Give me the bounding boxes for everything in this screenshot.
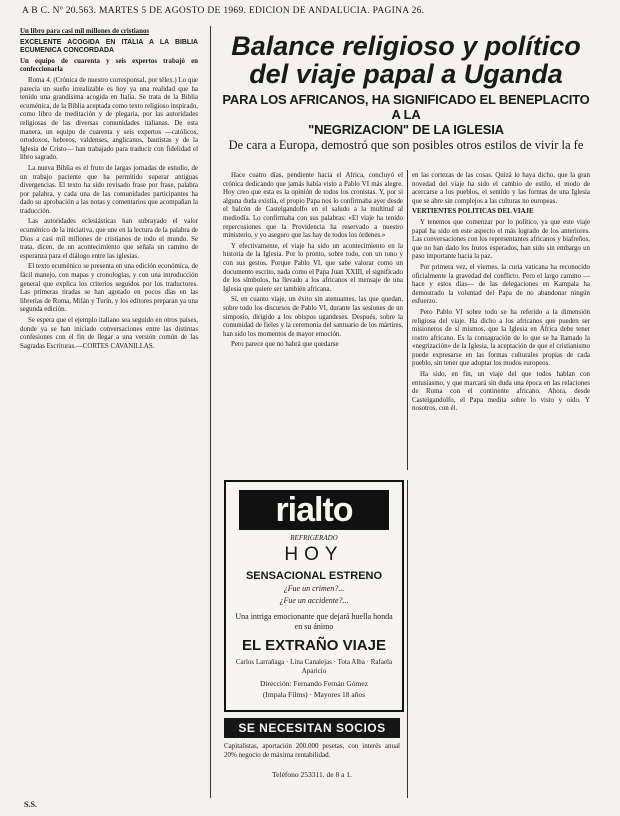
main-subheadline-line1: PARA LOS AFRICANOS, HA SIGNIFICADO EL BENEPLACITO A LA	[222, 92, 590, 122]
main-headline	[222, 32, 590, 88]
socios-telephone: Teléfono 253311. de 8 a 1.	[272, 770, 352, 779]
rialto-logo: rialto	[239, 490, 389, 530]
ad-tagline-1: ¿Fue un crimen?...	[283, 584, 345, 593]
main-article-paragraph: Ha sido, en fin, un viaje del que todos hablan con entusiasmo, y que marcará sin duda una época en las relaciones de Roma con el continente africano. Ahora, desde Castelgandolfo, el Papa medita sobre lo visto y oído. Y nosotros, con él.	[412, 371, 590, 413]
ad-estreno: SENSACIONAL ESTRENO	[245, 570, 383, 582]
socios-text: Capitalistas, aportación 200.000 pesetas, con interés anual 20% negocio de máxima rentabilidad.	[224, 742, 400, 759]
ad-director: Dirección: Fernando Fernán Gómez	[259, 679, 369, 688]
ad-distributor: (Impala Films) · Mayores 18 años	[262, 690, 366, 699]
ad-tagline-2: ¿Fue un accidente?...	[279, 596, 349, 605]
left-article-paragraph: El texto ecuménico se presenta en una edición económica, de fácil manejo, con mapas y cronologías, y con una introducción general que explica los criterios seguidos por los traductores. Las primeras tiradas se han agotado en pocos días en las librerías de Roma, Milán y Turín, y los editores preparan ya una segunda edición.	[20, 263, 198, 314]
main-lede: De cara a Europa, demostró que son posibles otros estilos de vivir la fe	[228, 138, 584, 152]
left-article-paragraph: Se espera que el ejemplo italiano sea seguido en otros países, donde ya se han iniciado conversaciones entre las distintas confesiones con el fin de llegar a una versión común de las Sagradas Escrituras.—CORTES CAVANILLAS.	[20, 317, 198, 350]
left-article-subhead: Un equipo de cuarenta y seis expertos trabajó en confeccionarla	[20, 57, 198, 74]
main-article-mid-column	[223, 172, 403, 472]
main-headline-line1: Balance religioso y político	[231, 31, 581, 61]
left-article-paragraph: Roma 4. (Crónica de nuestro corresponsal, por télex.) Lo que parecía un sueño irrealizable es hoy ya una realidad que ha tenido una grandísima acogida en Italia. Se trata de la Biblia ecuménica, de la Biblia aceptada como texto religioso inspirado, como libro de meditación y de plegaria, por las autoridades religiosas de las diversas comunidades italianas. De esta manera, un equipo de cuarenta y seis expertos —católicos, ortodoxos, hebreos, valdenses, anglicanos, bautistas y de la Iglesia de Cristo— han trabajado para traducir con fidelidad el libro sagrado.	[20, 76, 198, 162]
left-article-headline: EXCELENTE ACOGIDA EN ITALIA A LA BIBLIA ECUMENICA CONCORDADA	[20, 38, 198, 55]
left-article-paragraph: La nueva Biblia es el fruto de largas jornadas de estudio, de un trabajo paciente que ha permitido superar antiguas divergencias. El texto ha sido revisado frase por frase, palabra por palabra, y cada una de las comunidades participantes ha dado su aprobación a las notas y comentarios que acompañan la traducción.	[20, 164, 198, 215]
left-article-kicker: Un libro para casi mil millones de cristianos	[20, 28, 150, 35]
ad-cast: Carlos Larrañaga · Lina Canalejas · Tota Alba · Rafaela Aparicio	[235, 658, 393, 675]
section-heading: VERTIENTES POLITICAS DEL VIAJE	[412, 208, 534, 216]
main-subheadline	[222, 92, 590, 137]
left-article-paragraph: Las autoridades eclesiásticas han subrayado el valor ecuménico de la iniciativa, que une en la lectura de la palabra de Dios a casi mil millones de cristianos de todo el mundo. Se trata, dicen, de un acontecimiento que señala un camino de esperanza para el diálogo entre las iglesias.	[20, 218, 198, 260]
ad-hoy: HOY	[284, 544, 344, 565]
main-headline-line2: del viaje papal a Uganda	[249, 59, 563, 89]
main-subheadline-line2: "NEGRIZACION" DE LA IGLESIA	[308, 122, 504, 137]
column-rule-left	[210, 26, 211, 798]
main-article-paragraph: Y efectivamente, el viaje ha sido un acontecimiento en la historia de la Iglesia. Por lo pronto, sobre todo, con un tono y con sus gestos. Porque Pablo VI, que sabe valorar como un documento escrito, nada como el Papa Juan XXIII, el significado de los símbolos, ha llevado a los africanos el mensaje de una Iglesia que quiere ser también africana.	[223, 242, 403, 293]
main-article-paragraph: Sí, en cuanto viaje, un éxito sin atenuantes, las que quedan, sobre todo los discursos de Pablo VI, durante las sesiones de un simposio, dirigido a los obispos ugandeses. Después, sobre la comunidad de fieles y la ceremonia del santuario de los mártires, han sido los momentos de mayor emoción.	[223, 296, 403, 338]
main-article-paragraph: Y tenemos que comenzar por lo político, ya que este viaje papal ha sido en este aspecto el más logrado de los anteriores. Las conversaciones con los representantes africanos y biafreños, que no han dado los frutos esperados, han sido sin embargo un paso importante hacia la paz.	[412, 218, 590, 261]
left-article	[20, 28, 198, 788]
footer-mark: S.S.	[24, 800, 37, 809]
socios-banner: SE NECESITAN SOCIOS	[224, 718, 400, 738]
main-article-paragraph: Hace cuatro días, pendiente hacia el África, concluyó el crónica dedicando que jamás había visto a Pablo VI más alegre. Hoy creo que esta es la opinión de todos los cronistas. Y, por si alguna duda existía, el propio Papa nos lo confirmaba ayer desde el balcón de Castelgandolfo en el saludo a la multitud al mediodía. Lo confirmaba con sus palabras: «El viaje ha tenido repercusiones que la Providencia ha reservado a nuestro ministerio, y yo aseguro que las hay de todos los órdenes.»	[223, 172, 403, 240]
main-article-paragraph: en las cortezas de las cosas. Quizá lo haya dicho, que la gran novedad del viaje ha sido el cambio de estilo, el modo de acercarse a los pueblos, el sentido y las formas de una Iglesia que se abre sin complejos a las culturas no europeas.	[412, 172, 590, 205]
main-article-right-column	[412, 172, 590, 792]
ad-refrigerado: REFRIGERADO	[290, 534, 338, 542]
column-rule-right	[407, 170, 408, 470]
ad-film-title: EL EXTRAÑO VIAJE	[242, 637, 386, 654]
main-article-paragraph: Pero parece que no habrá que quedarse	[231, 341, 339, 349]
cinema-advertisement	[224, 480, 404, 712]
page-header: A B C. Nº 20.563. MARTES 5 DE AGOSTO DE 1969. EDICION DE ANDALUCIA. PAGINA 26.	[22, 6, 425, 16]
column-rule-right-lower	[407, 480, 408, 798]
main-article-paragraph: Pero Pablo VI sobre todo se ha referido a la dimensión religiosa del viaje. Ha dicho a los africanos que pueden ser misioneros de sí mismos, que la Iglesia en África debe tener rostro africano. Es la consagración de lo que se ha llamado la «negrización» de la Iglesia, la aceptación de que el cristianismo puede expresarse en las formas culturales propias de cada pueblo, sin tener que adoptar los modos europeos.	[412, 308, 590, 368]
main-article-paragraph: Por primera vez, el viernes, la curia vaticana ha reconocido oficialmente la gravedad del conflicto. Pero el largo camino —hace y estos días— de las delegaciones en Kampala ha demostrado la voluntad del Papa de no abandonar ningún esfuerzo.	[412, 263, 590, 306]
ad-blurb: Una intriga emocionante que dejará huella honda en su ánimo	[235, 612, 393, 631]
